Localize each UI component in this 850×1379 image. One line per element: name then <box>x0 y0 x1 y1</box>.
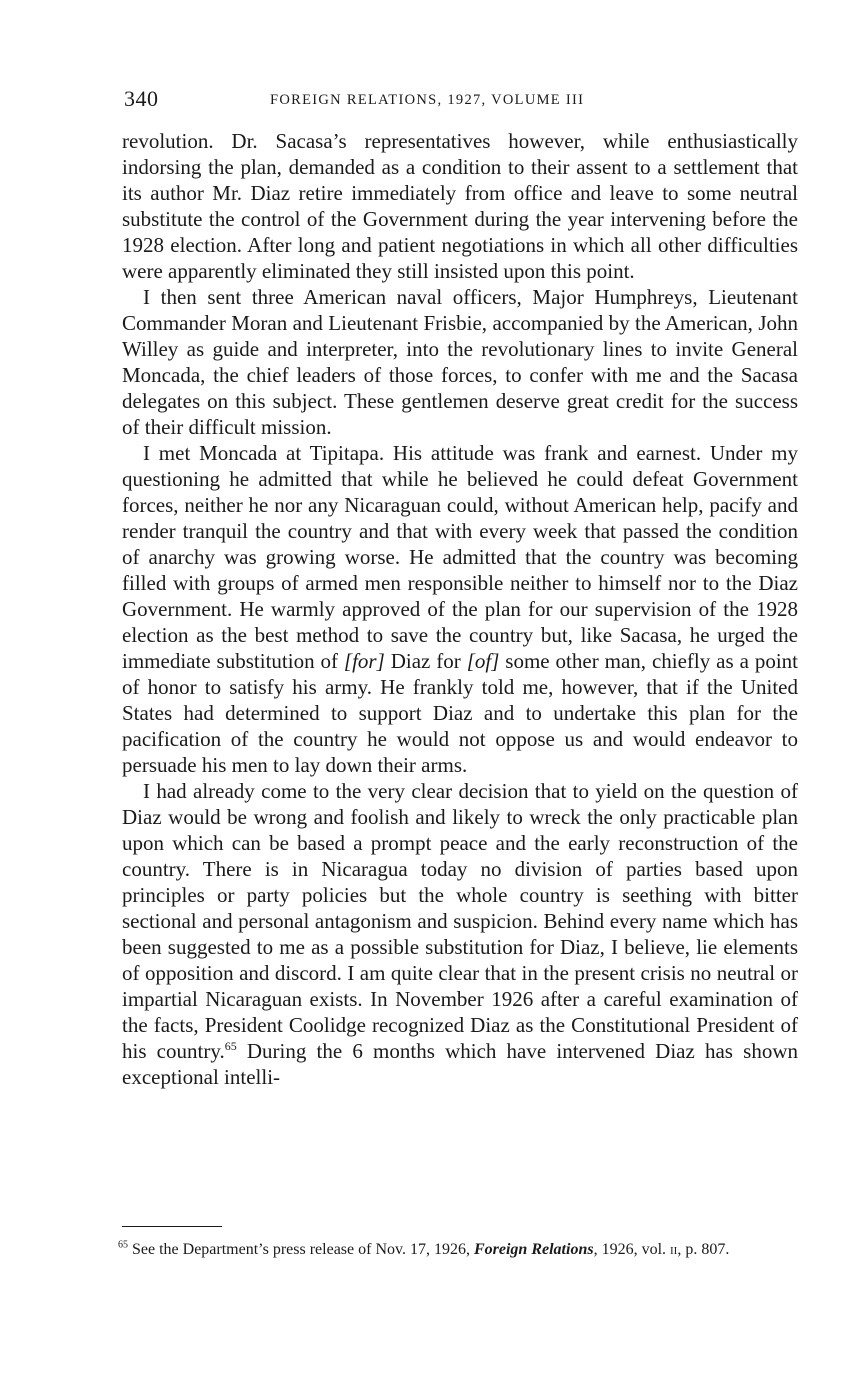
running-head: FOREIGN RELATIONS, 1927, VOLUME III <box>270 92 585 108</box>
footnote-text-a: See the Department’s press release of Nov. 17, 1926, <box>128 1241 474 1258</box>
footnote-text-b: , 1926, vol. <box>593 1241 671 1258</box>
page-number: 340 <box>124 86 159 111</box>
footnote-volume-number: ii <box>670 1241 678 1258</box>
body-text <box>122 128 798 1090</box>
footnote-text-c: , p. 807. <box>677 1241 730 1258</box>
editorial-insertion-for: [for] <box>343 649 385 673</box>
footnote-marker: 65 <box>118 1239 128 1251</box>
paragraph-3-text-b: Diaz for <box>384 649 467 673</box>
page-header <box>122 86 798 116</box>
footnote-publication-title: Foreign Relations <box>473 1241 594 1258</box>
paragraph-4 <box>122 778 798 1090</box>
paragraph-4-text-b: During the 6 months which have intervened Diaz has shown exceptional intelli- <box>122 1039 798 1089</box>
footnote-divider <box>122 1226 222 1227</box>
paragraph-2: I then sent three American naval officers, Major Humphreys, Lieutenant Commander Moran and Lieutenant Frisbie, accompanied by the American, John Willey as guide and interpreter, into the revolutionary lines to invite General Moncada, the chief leaders of those forces, to confer with me and the Sacasa delegates on this subject. These gentlemen deserve great credit for the success of their difficult mission. <box>122 285 798 439</box>
paragraph-3-text-c: some other man, chiefly as a point of honor to satisfy his army. He frankly told me, however, that if the United States had determined to support Diaz and to undertake this plan for the pacification of the country he would not oppose us and would endeavor to persuade his men to lay down their arms. <box>122 649 798 777</box>
footnote <box>118 1240 798 1259</box>
editorial-insertion-of: [of] <box>466 649 500 673</box>
paragraph-3 <box>122 440 798 778</box>
paragraph-3-text-a: I met Moncada at Tipitapa. His attitude was frank and earnest. Under my questioning he admitted that while he believed he could defeat Government forces, neither he nor any Nicaraguan could, without American help, pacify and render tranquil the country and that with every week that passed the condition of anarchy was growing worse. He admitted that the country was becoming filled with groups of armed men responsible neither to himself nor to the Diaz Government. He warmly approved of the plan for our supervision of the 1928 election as the best method to save the country but, like Sacasa, he urged the immediate substitution of <box>122 441 798 673</box>
paragraph-4-text-a: I had already come to the very clear decision that to yield on the question of Diaz would be wrong and foolish and likely to wreck the only practicable plan upon which can be based a prompt peace and the early reconstruction of the country. There is in Nicaragua today no division of parties based upon principles or party policies but the whole country is seething with bitter sectional and personal antagonism and suspicion. Behind every name which has been suggested to me as a possible substitution for Diaz, I believe, lie elements of opposition and discord. I am quite clear that in the present crisis no neutral or impartial Nicaraguan exists. In November 1926 after a careful examination of the facts, President Coolidge recognized Diaz as the Constitutional President of his country. <box>122 779 798 1063</box>
footnote-reference: 65 <box>224 1039 237 1053</box>
paragraph-1: revolution. Dr. Sacasa’s representatives however, while enthusiastically indorsing the plan, demanded as a condition to their assent to a settlement that its author Mr. Diaz retire immediately from office and leave to some neutral substitute the control of the Government during the year intervening before the 1928 election. After long and patient negotiations in which all other difficulties were apparently eliminated they still insisted upon this point. <box>122 129 798 283</box>
